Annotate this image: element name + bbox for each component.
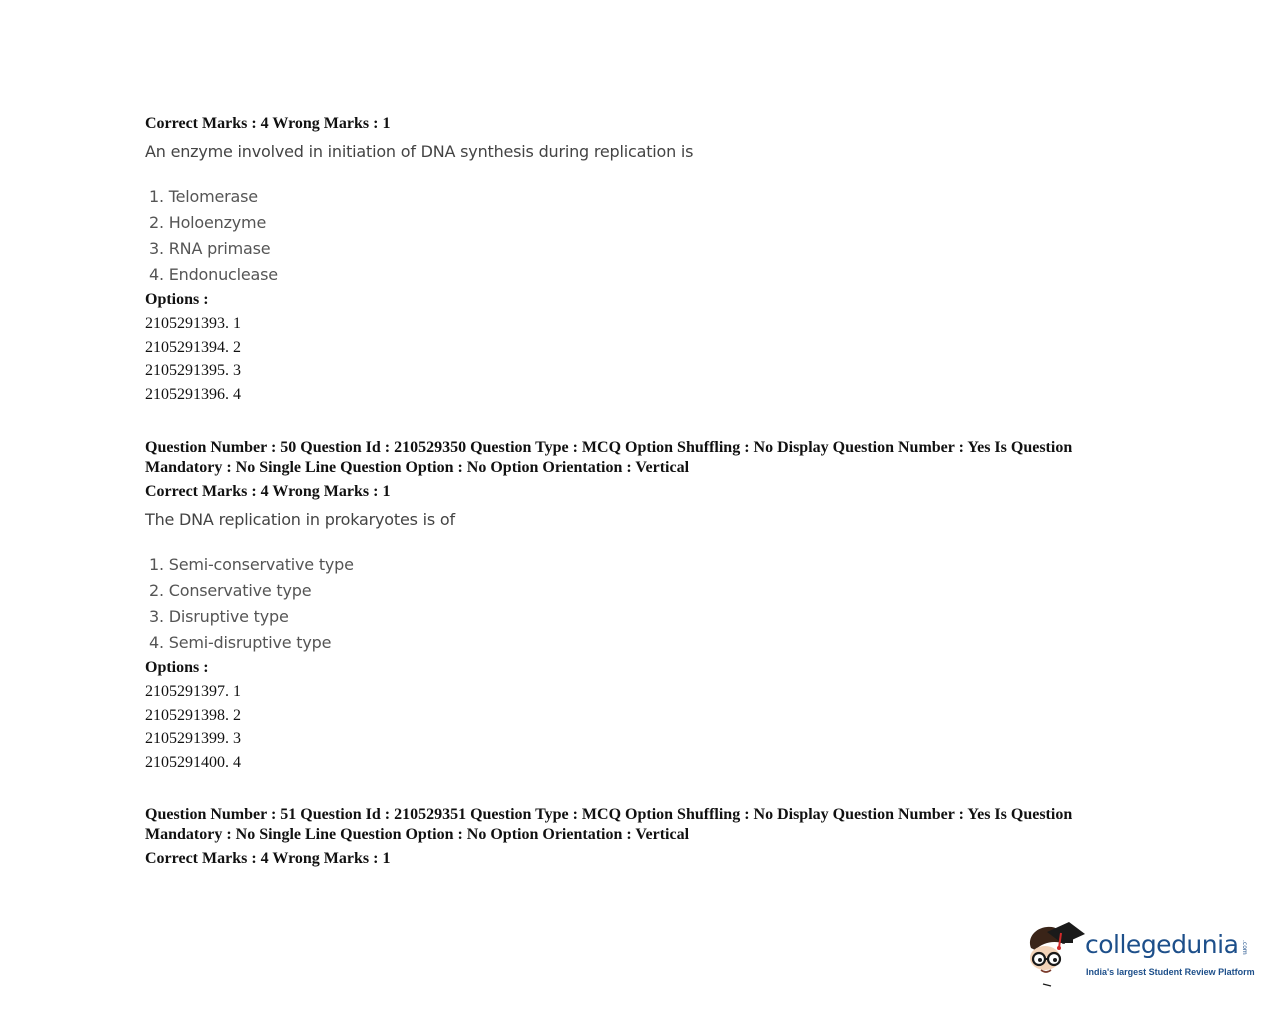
choice-item: 3. Disruptive type [149, 607, 289, 626]
choice-list [149, 184, 1175, 288]
logo-tagline: India's largest Student Review Platform [1086, 967, 1255, 977]
option-id-item: 2105291395. 3 [145, 362, 241, 380]
marks-line: Correct Marks : 4 Wrong Marks : 1 [145, 115, 391, 132]
question-header-line: Mandatory : No Single Line Question Option : No Option Orientation : Vertical [145, 459, 690, 476]
choice-item: 3. RNA primase [149, 239, 271, 258]
logo-dotcom: .com [1241, 940, 1248, 955]
choice-list [149, 552, 1175, 656]
marks-line: Correct Marks : 4 Wrong Marks : 1 [145, 483, 391, 500]
choice-item: 4. Semi-disruptive type [149, 633, 332, 652]
choice-item: 4. Endonuclease [149, 265, 278, 284]
question-block-50 [145, 438, 1175, 775]
question-header [145, 805, 1175, 845]
question-block-51 [145, 805, 1175, 869]
mascot-logo-icon [1025, 918, 1087, 988]
options-heading: Options : [145, 659, 209, 676]
option-id-list [145, 680, 1175, 775]
option-id-item: 2105291394. 2 [145, 338, 241, 356]
option-id-item: 2105291398. 2 [145, 706, 241, 724]
option-id-list [145, 312, 1175, 407]
question-header-line: Question Number : 51 Question Id : 210529351 Question Type : MCQ Option Shuffling : No Display Question Number : Yes Is Question [145, 806, 1073, 823]
collegedunia-logo [1025, 918, 1255, 988]
option-id-item: 2105291399. 3 [145, 730, 241, 748]
choice-item: 1. Telomerase [149, 187, 258, 206]
question-text: An enzyme involved in initiation of DNA synthesis during replication is [145, 142, 694, 161]
question-block-49 [145, 114, 1175, 407]
option-id-item: 2105291397. 1 [145, 683, 241, 700]
choice-item: 2. Conservative type [149, 581, 312, 600]
options-heading: Options : [145, 291, 209, 308]
question-header-line: Mandatory : No Single Line Question Option : No Option Orientation : Vertical [145, 826, 690, 843]
choice-item: 1. Semi-conservative type [149, 555, 354, 574]
marks-line: Correct Marks : 4 Wrong Marks : 1 [145, 850, 391, 867]
option-id-item: 2105291396. 4 [145, 386, 241, 404]
choice-item: 2. Holoenzyme [149, 213, 267, 232]
question-header [145, 438, 1175, 478]
question-text: The DNA replication in prokaryotes is of [145, 510, 455, 529]
option-id-item: 2105291393. 1 [145, 315, 241, 332]
logo-wordmark: collegedunia [1085, 930, 1239, 959]
option-id-item: 2105291400. 4 [145, 754, 241, 772]
question-header-line: Question Number : 50 Question Id : 210529350 Question Type : MCQ Option Shuffling : No Display Question Number : Yes Is Question [145, 439, 1073, 456]
